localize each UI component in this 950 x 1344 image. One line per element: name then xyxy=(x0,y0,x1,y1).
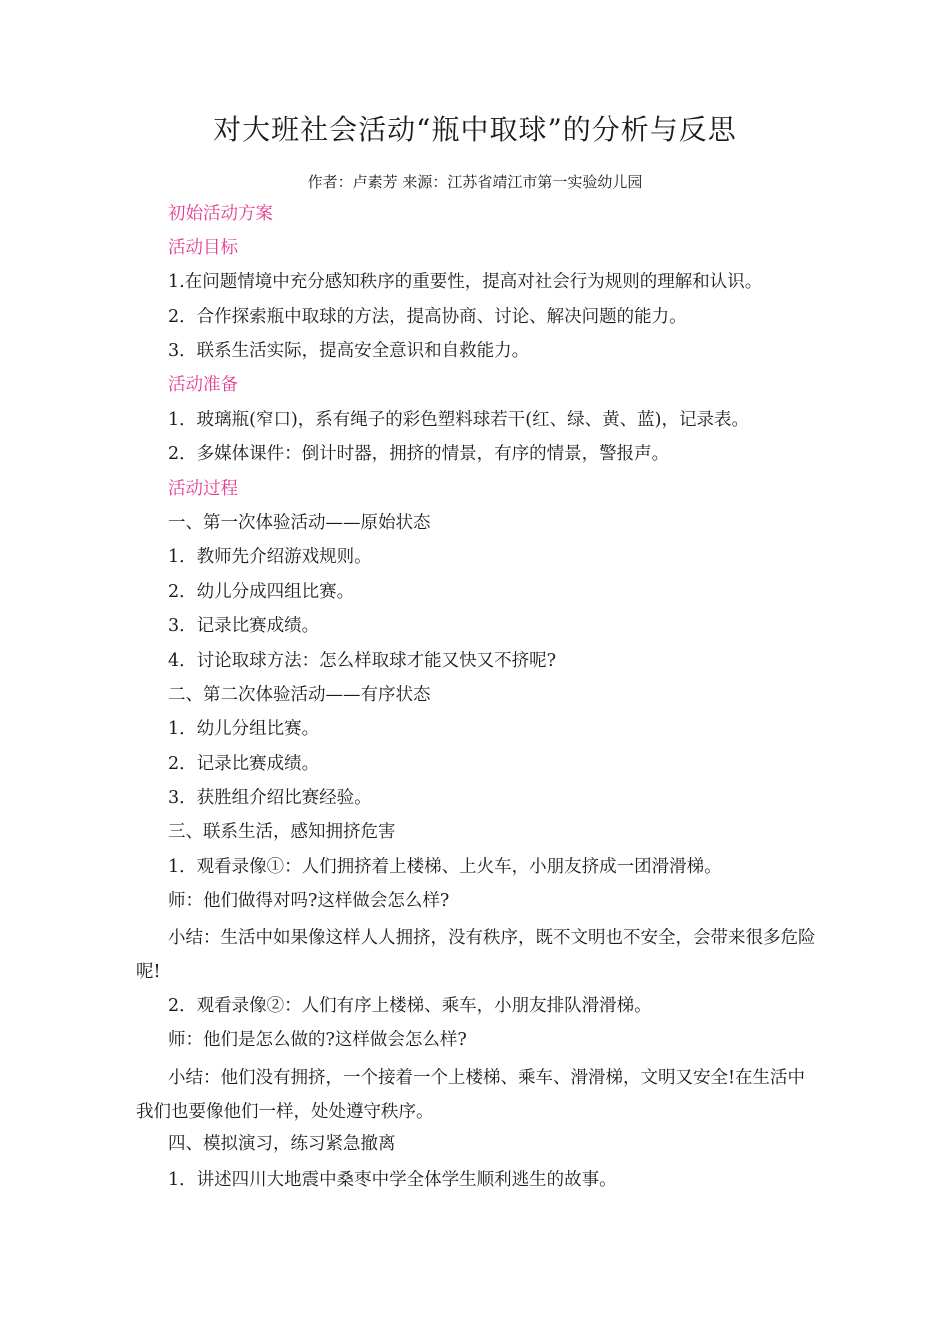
section-heading: 活动过程 xyxy=(168,479,238,499)
body-line: 二、第二次体验活动——有序状态 xyxy=(168,685,431,705)
body-line: 1．教师先介绍游戏规则。 xyxy=(168,547,372,567)
body-line: 一、第一次体验活动——原始状态 xyxy=(168,513,431,533)
body-line: 3．记录比赛成绩。 xyxy=(168,616,320,636)
section-heading: 活动目标 xyxy=(168,238,238,258)
body-line: 1．幼儿分组比赛。 xyxy=(168,719,320,739)
document-title: 对大班社会活动“瓶中取球”的分析与反思 xyxy=(213,113,737,146)
body-line: 3．联系生活实际，提高安全意识和自救能力。 xyxy=(168,341,530,361)
body-line: 2．观看录像②：人们有序上楼梯、乘车，小朋友排队滑滑梯。 xyxy=(168,996,652,1016)
section-heading: 活动准备 xyxy=(168,375,238,395)
body-line: 四、模拟演习，练习紧急撤离 xyxy=(168,1134,396,1154)
section-heading: 初始活动方案 xyxy=(168,204,273,224)
body-line: 1．观看录像①：人们拥挤着上楼梯、上火车，小朋友挤成一团滑滑梯。 xyxy=(168,857,722,877)
body-line: 2．幼儿分成四组比赛。 xyxy=(168,582,355,602)
body-line: 2．多媒体课件：倒计时器，拥挤的情景，有序的情景，警报声。 xyxy=(168,444,670,464)
body-line: 小结：他们没有拥挤，一个接着一个上楼梯、乘车、滑滑梯，文明又安全!在生活中我们也要像他们一样，处处遵守秩序。 xyxy=(136,1068,806,1122)
body-line: 2．记录比赛成绩。 xyxy=(168,754,320,774)
body-line: 1.在问题情境中充分感知秩序的重要性，提高对社会行为规则的理解和认识。 xyxy=(168,272,763,292)
body-line: 师：他们是怎么做的?这样做会怎么样? xyxy=(168,1030,467,1050)
body-line: 1．讲述四川大地震中桑枣中学全体学生顺利逃生的故事。 xyxy=(168,1170,617,1190)
body-line: 师：他们做得对吗?这样做会怎么样? xyxy=(168,891,450,911)
body-line: 2．合作探索瓶中取球的方法，提高协商、讨论、解决问题的能力。 xyxy=(168,307,687,327)
body-line: 1．玻璃瓶(窄口)，系有绳子的彩色塑料球若干(红、绿、黄、蓝)，记录表。 xyxy=(168,410,749,430)
body-line: 3．获胜组介绍比赛经验。 xyxy=(168,788,372,808)
byline: 作者：卢素芳 来源：江苏省靖江市第一实验幼儿园 xyxy=(307,173,643,191)
body-line: 4．讨论取球方法：怎么样取球才能又快又不挤呢? xyxy=(168,651,557,671)
body-line: 小结：生活中如果像这样人人拥挤，没有秩序，既不文明也不安全，会带来很多危险呢! xyxy=(136,928,816,982)
body-line: 三、联系生活，感知拥挤危害 xyxy=(168,822,396,842)
